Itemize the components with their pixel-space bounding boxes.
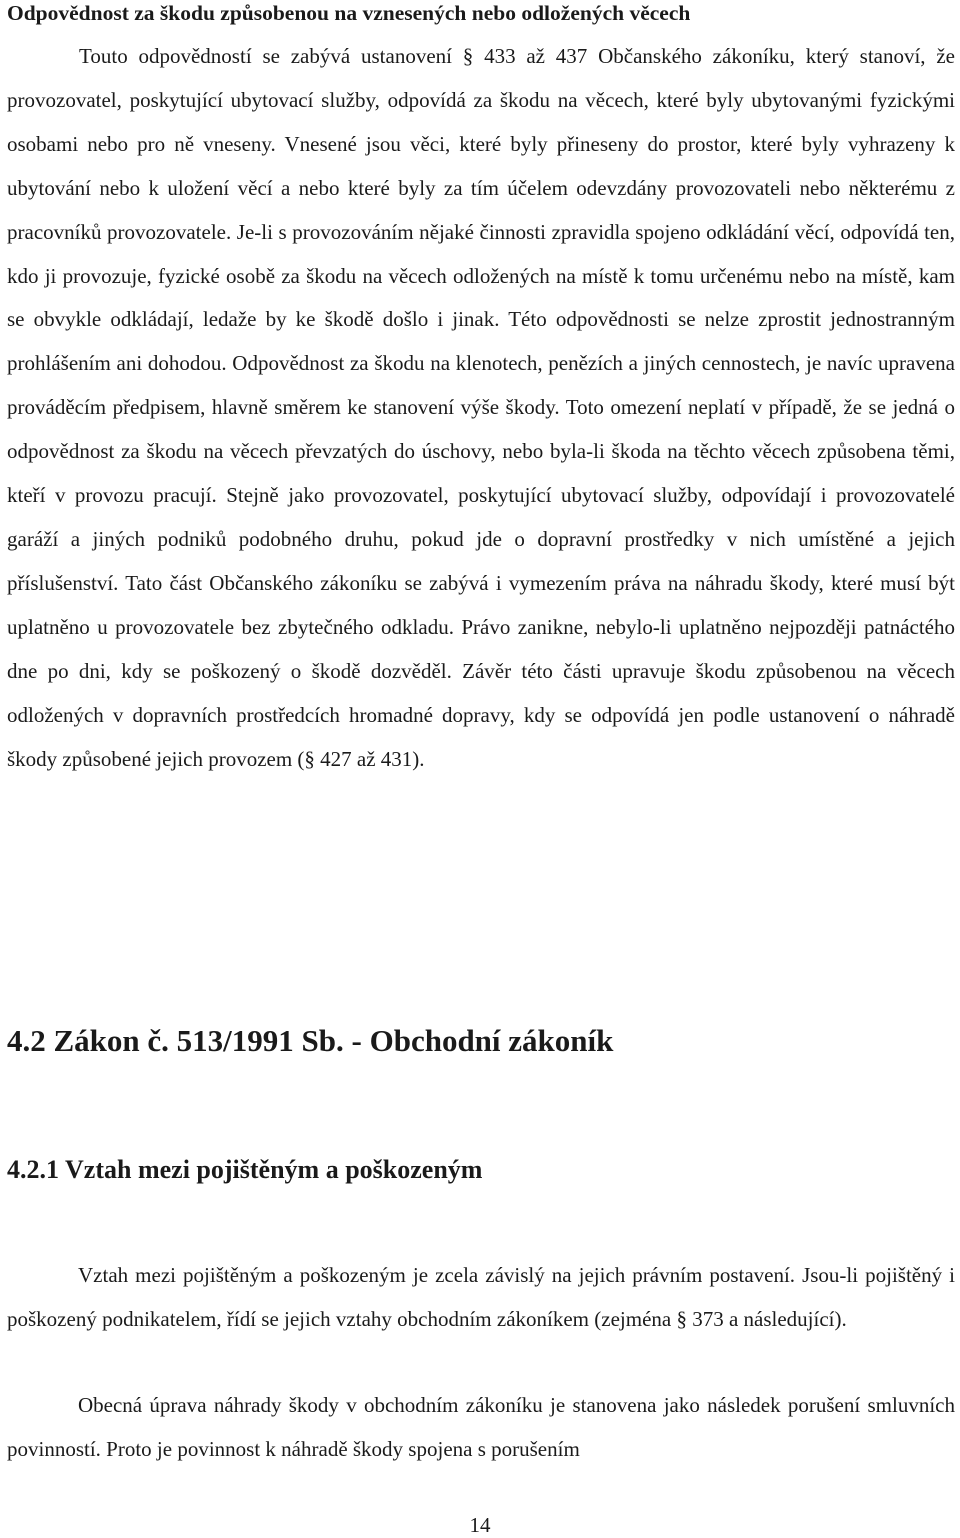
- paragraph-general-damage-rules: Obecná úprava náhrady škody v obchodním zákoníku je stanovena jako následek porušení smluvních povinností. Proto je povinnost k náhradě škody spojena s porušením: [7, 1393, 955, 1461]
- subsection-heading: 4.2.1 Vztah mezi pojištěným a poškozeným: [7, 1155, 483, 1184]
- paragraph-insured-injured-relation: Vztah mezi pojištěným a poškozeným je zcela závislý na jejich právním postavení. Jsou-li pojištěný i poškozený podnikatelem, řídí se jejich vztahy obchodním zákoníkem (zejména § 373 a následující).: [7, 1263, 955, 1331]
- page-number: 14: [469, 1513, 491, 1537]
- section-heading: 4.2 Zákon č. 513/1991 Sb. - Obchodní zákoník: [7, 1023, 614, 1058]
- subheading: Odpovědnost za škodu způsobenou na vznesených nebo odložených věcech: [7, 1, 691, 25]
- paragraph-liability-deposited-items: Touto odpovědností se zabývá ustanovení § 433 až 437 Občanského zákoníku, který stanoví, že provozovatel, poskytující ubytovací služby, odpovídá za škodu na věcech, které byly ubytovanými fyzickými osobami nebo pro ně vneseny. Vnesené jsou věci, které byly přineseny do prostor, které byly vyhrazeny k ubytování nebo k uložení věcí a nebo které byly za tím účelem odevzdány provozovateli nebo některému z pracovníků provozovatele. Je-li s provozováním nějaké činnosti zpravidla spojeno odkládání věcí, odpovídá ten, kdo ji provozuje, fyzické osobě za škodu na věcech odložených na místě k tomu určenému nebo na místě, kam se obvykle odkládají, ledaže by ke škodě došlo i jinak. Této odpovědnosti se nelze zprostit jednostranným prohlášením ani dohodou. Odpovědnost za škodu na klenotech, penězích a jiných cennostech, je navíc upravena prováděcím předpisem, hlavně směrem ke stanovení výše škody. Toto omezení neplatí v případě, že se jedná o odpovědnost za škodu na věcech převzatých do úschovy, nebo byla-li škoda na těchto věcech způsobena těmi, kteří v provozu pracují. Stejně jako provozovatel, poskytující ubytovací služby, odpovídají i provozovatelé garáží a jiných podniků podobného druhu, pokud jde o dopravní prostředky v nich umístěné a jejich příslušenství. Tato část Občanského zákoníku se zabývá i vymezením práva na náhradu škody, které musí být uplatněno u provozovatele bez zbytečného odkladu. Právo zanikne, nebylo-li uplatněno nejpozději patnáctého dne po dni, kdy se poškozený o škodě dozvěděl. Závěr této části upravuje škodu způsobenou na věcech odložených v dopravních prostředcích hromadné dopravy, kdy se odpovídá jen podle ustanovení o náhradě škody způsobené jejich provozem (§ 427 až 431).: [7, 44, 955, 771]
